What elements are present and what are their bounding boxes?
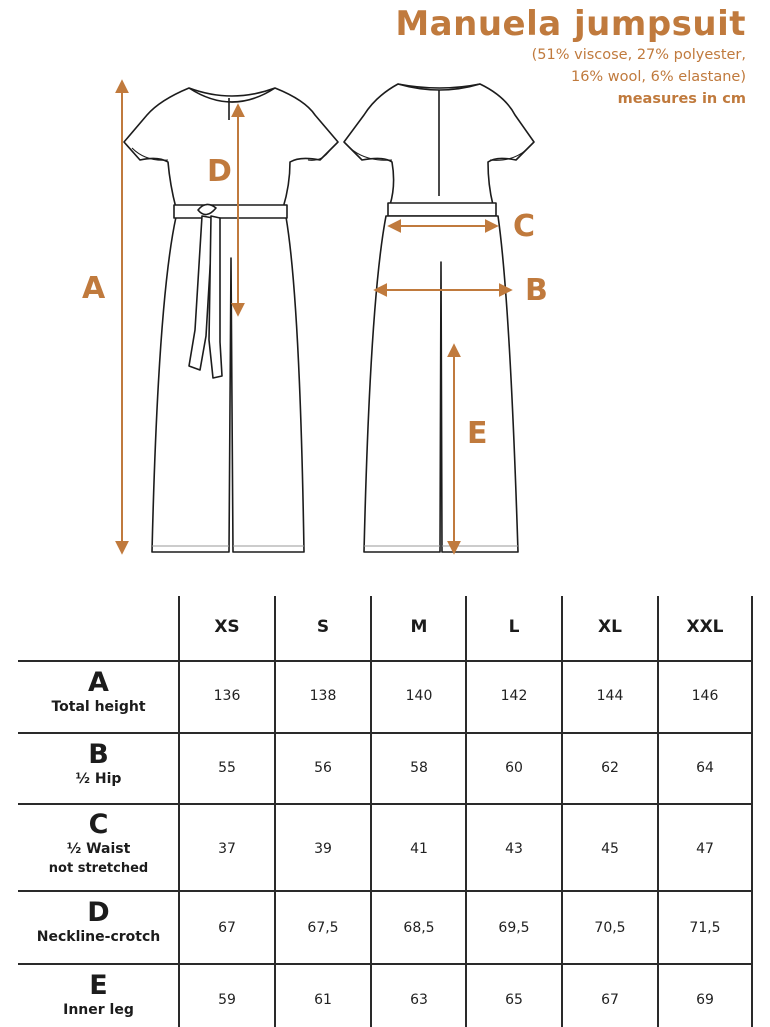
- size-header-xl: XL: [598, 617, 622, 637]
- table-cell: 136: [213, 688, 241, 704]
- table-cell: 45: [601, 841, 619, 857]
- table-cell: 67,5: [307, 920, 339, 936]
- table-cell: 56: [314, 760, 332, 776]
- table-cell: 69,5: [498, 920, 530, 936]
- table-cell: 61: [314, 992, 332, 1008]
- units-note: measures in cm: [617, 91, 746, 107]
- table-cell: 59: [218, 992, 236, 1008]
- table-cell: 37: [218, 841, 236, 857]
- table-cell: 67: [601, 992, 619, 1008]
- table-cell: 39: [314, 841, 332, 857]
- table-cell: 142: [500, 688, 528, 704]
- label-b: B: [525, 273, 548, 308]
- label-d: D: [207, 154, 232, 189]
- row-label-d: [18, 898, 179, 947]
- label-e: E: [467, 416, 488, 451]
- table-cell: 67: [218, 920, 236, 936]
- table-cell: 71,5: [689, 920, 721, 936]
- row-label-e: [18, 971, 179, 1020]
- size-header-xxl: XXL: [686, 617, 724, 637]
- table-cell: 58: [410, 760, 428, 776]
- row-label-b: [18, 740, 179, 789]
- composition-line-1: (51% viscose, 27% polyester,: [531, 47, 746, 63]
- table-cell: 68,5: [403, 920, 435, 936]
- row-name: Inner leg: [63, 1002, 134, 1018]
- table-cell: 64: [696, 760, 714, 776]
- table-cell: 63: [410, 992, 428, 1008]
- row-name: Total height: [51, 699, 146, 715]
- row-name: Neckline-crotch: [36, 929, 161, 945]
- row-letter: B: [88, 739, 109, 770]
- table-cell: 43: [505, 841, 523, 857]
- size-header-xs: XS: [214, 617, 240, 637]
- table-cell: 138: [309, 688, 337, 704]
- table-cell: 55: [218, 760, 236, 776]
- row-letter: E: [89, 970, 108, 1001]
- product-title: Manuela jumpsuit: [395, 4, 746, 44]
- table-cell: 146: [691, 688, 719, 704]
- row-note: not stretched: [48, 861, 149, 876]
- label-a: A: [82, 271, 106, 306]
- row-letter: C: [88, 809, 109, 840]
- row-label-a: [18, 668, 179, 717]
- size-header-m: M: [410, 617, 428, 637]
- table-cell: 41: [410, 841, 428, 857]
- table-cell: 60: [505, 760, 523, 776]
- table-cell: 62: [601, 760, 619, 776]
- table-cell: 69: [696, 992, 714, 1008]
- row-name: ½ Hip: [75, 771, 122, 787]
- label-c: C: [513, 209, 536, 244]
- table-cell: 70,5: [594, 920, 626, 936]
- table-cell: 144: [596, 688, 624, 704]
- table-cell: 140: [405, 688, 433, 704]
- row-letter: D: [87, 897, 110, 928]
- row-label-c: [18, 810, 179, 878]
- row-letter: A: [88, 667, 109, 698]
- composition-line-2: 16% wool, 6% elastane): [570, 69, 746, 85]
- table-cell: 65: [505, 992, 523, 1008]
- row-name: ½ Waist: [66, 841, 131, 857]
- size-header-l: L: [508, 617, 520, 637]
- size-header-s: S: [316, 617, 330, 637]
- table-cell: 47: [696, 841, 714, 857]
